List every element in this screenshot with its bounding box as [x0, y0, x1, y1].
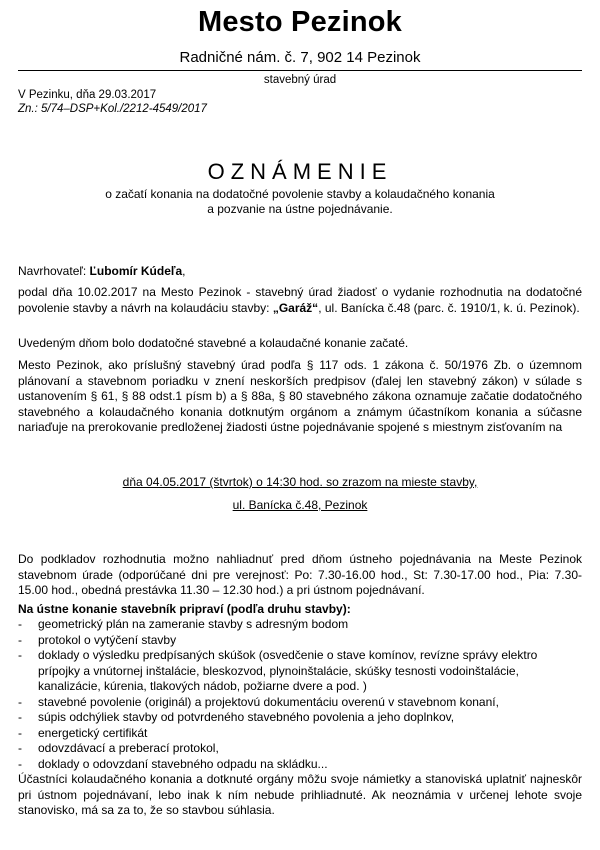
list-item: [18, 757, 582, 773]
list-item-text: doklady o výsledku predpísaných skúšok (osvedčenie o stave komínov, revízne správy elektro prípojky a vnútornej inštalácie, bleskozvod, plynoinštalácie, skúšky tesnosti vodoinštalácie, kanalizácie, kúrenia, tlakových nádob, požiarne dvere a pod. ): [38, 648, 538, 693]
applicant-name: Ľubomír Kúdeľa: [89, 264, 183, 278]
bullet-mark: -: [18, 694, 22, 709]
list-item-text: protokol o vytýčení stavby: [38, 632, 177, 647]
list-item: [18, 695, 582, 711]
bullet-mark: -: [18, 741, 22, 755]
applicant-comma: ,: [182, 264, 186, 278]
applicant-line: [18, 264, 582, 280]
bullet-mark: -: [18, 648, 22, 662]
meeting-date: dňa 04.05.2017 (štvrtok) o 14:30 hod. so zrazom na mieste stavby,: [122, 475, 478, 489]
list-item: [18, 741, 582, 757]
notice-subheading: [80, 187, 520, 217]
required-documents-list: [18, 617, 582, 772]
paragraph-application-end: , ul. Banícka č.48 (parc. č. 1910/1, k. ú. Pezinok).: [318, 300, 580, 315]
paragraph-started: Uvedeným dňom bolo dodatočné stavebné a kolaudačné konanie začaté.: [18, 336, 409, 350]
list-item: [18, 617, 582, 633]
list-item-text: odovzdávací a preberací protokol,: [38, 741, 219, 755]
list-item: [18, 710, 582, 726]
paragraph-application-start: podal dňa 10.02.2017 na Mesto Pezinok - stavebný úrad žiadosť o vydanie rozhodnutia na dodatočné povolenie stavby a návrh na kolaudáciu stavby:: [18, 285, 582, 315]
bullet-mark: -: [18, 756, 22, 771]
office-name: stavebný úrad: [263, 74, 337, 86]
notice-heading: OZNÁMENIE: [207, 159, 393, 184]
list-item: [18, 648, 582, 695]
bullet-mark: -: [18, 710, 22, 724]
city-address: Radničné nám. č. 7, 902 14 Pezinok: [179, 49, 421, 66]
list-item-text: energetický certifikát: [38, 725, 148, 740]
building-name: „Garáž“: [272, 300, 319, 315]
header-divider: [18, 70, 582, 71]
bullet-mark: -: [18, 632, 22, 647]
city-title: Mesto Pezinok: [197, 6, 403, 38]
list-item-text: doklady o odovzdaní stavebného odpadu na skládku...: [38, 756, 328, 771]
list-item-text: stavebné povolenie (originál) a projektovú dokumentáciu overenú v stavebnom konaní,: [38, 694, 499, 709]
applicant-label: Navrhovateľ:: [18, 264, 87, 278]
paragraph-office-hours: Do podkladov rozhodnutia možno nahliadnuť pred dňom ústneho pojednávania na Meste Pezinok stavebnom úrade (odporúčané dni pre verejnosť: Po: 7.30-16.00 hod., St: 7.30-17.00 hod., Pia: 7.30-15.00 hod., obedná prestávka 11.30 – 12.30 hod.) a pri ústnom pojednávaní.: [18, 552, 582, 597]
notice-subheading-line-2: a pozvanie na ústne pojednávanie.: [207, 202, 393, 216]
paragraph-application: [18, 285, 582, 316]
list-item: [18, 726, 582, 742]
meeting-place: ul. Banícka č.48, Pezinok: [232, 498, 368, 512]
paragraph-objections: Účastníci kolaudačného konania a dotknuté orgány môžu svoje námietky a stanoviská uplatniť najneskôr pri ústnom pojednávaní, lebo inak k ním nebude prihliadnuté. Ak neoznámia v určenej lehote svoje stanovisko, má sa za to, že so stavbou súhlasia.: [18, 772, 582, 817]
reference-number: Zn.: 5/74–DSP+Kol./2212-4549/2017: [18, 103, 207, 115]
list-item-text: súpis odchýliek stavby od potvrdeného stavebného povolenia a jeho doplnkov,: [38, 710, 455, 724]
bullet-mark: -: [18, 617, 22, 631]
issue-date: V Pezinku, dňa 29.03.2017: [18, 89, 157, 101]
list-item: [18, 633, 582, 649]
list-heading: Na ústne konanie stavebník pripraví (podľa druhu stavby):: [18, 602, 351, 616]
bullet-mark: -: [18, 725, 22, 740]
notice-subheading-line-1: o začatí konania na dodatočné povolenie stavby a kolaudačného konania: [105, 187, 495, 201]
paragraph-legal-basis: Mesto Pezinok, ako príslušný stavebný úrad podľa § 117 ods. 1 zákona č. 50/1976 Zb. o územnom plánovaní a stavebnom poriadku v znení neskorších predpisov (ďalej len stavebný zákon) v súlade s ustanovením § 61, § 88 odst.1 písm b) a § 88a, § 80 stavebného zákona oznamuje začatie dodatočného stavebného a kolaudačného konania dotknutým orgánom a známym účastníkom konania a súčasne nariaďuje na prerokovanie predloženej žiadosti ústne pojednávanie spojené s miestnym zisťovaním na: [18, 358, 582, 434]
list-item-text: geometrický plán na zameranie stavby s adresným bodom: [38, 617, 349, 631]
